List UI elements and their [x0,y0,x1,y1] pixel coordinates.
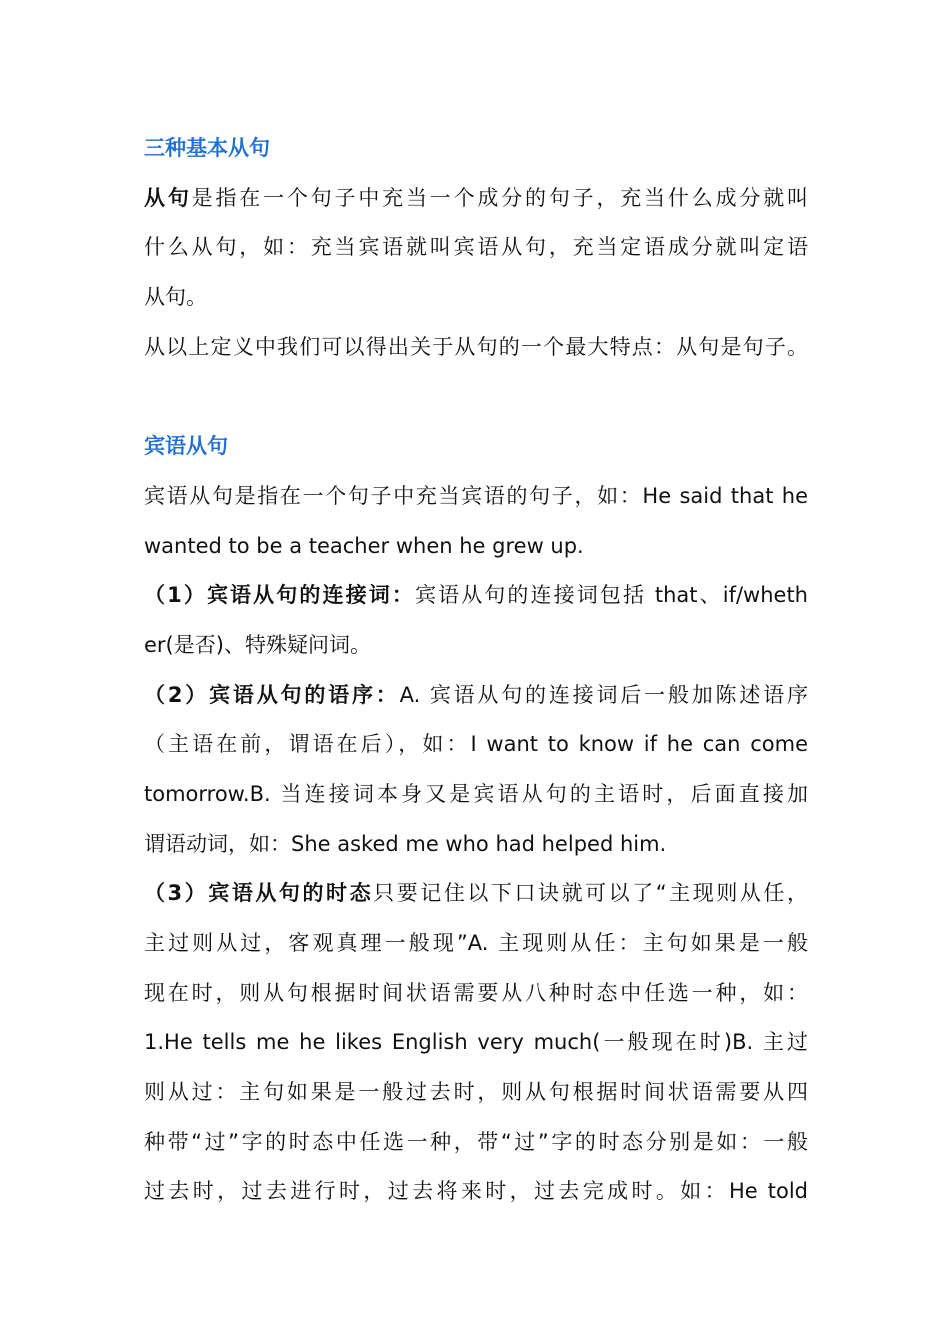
item-3-line-7: 过去时，过去进行时，过去将来时，过去完成时。如：He told [144,1179,808,1204]
heading-object-clause: 宾语从句 [144,434,228,459]
item-1-text: 宾语从句的连接词包括 that、if/wheth [414,583,808,608]
spacer [144,372,808,422]
item-2-line-3: tomorrow.B. 当连接词本身又是宾语从句的主语时，后面直接加 [144,781,808,806]
item-2-line-2: （主语在前，谓语在后），如：I want to know if he can come [144,732,808,757]
item-2-line-1 [144,671,808,721]
item-3-line-4: 1.He tells me he likes English very much(一般现在时)B. 主过 [144,1030,808,1055]
item-3-title: （3）宾语从句的时态 [144,881,374,906]
item-1-title: （1）宾语从句的连接词： [144,583,415,608]
item-2-title: （2）宾语从句的语序： [144,682,400,707]
paragraph-object-clause-line-2: wanted to be a teacher when he grew up. [144,533,584,558]
paragraph-definition-line-2: 什么从句，如：充当宾语就叫宾语从句，充当定语成分就叫定语 [144,235,808,260]
item-3-line-1 [144,869,808,919]
paragraph-definition-line-1 [144,174,808,224]
item-3-line-2: 主过则从过，客观真理一般现”A. 主现则从任：主句如果是一般 [144,931,808,955]
item-3-text: 只要记住以下口诀就可以了“主现则从任， [373,881,808,906]
item-3-line-6: 种带“过”字的时态中任选一种，带“过”字的时态分别是如：一般 [144,1129,808,1154]
paragraph-definition-line-3: 从句。 [144,285,207,310]
document-page [144,124,808,1217]
paragraph-feature: 从以上定义中我们可以得出关于从句的一个最大特点：从句是句子。 [144,334,808,359]
bold-term-clause: 从句 [144,185,192,210]
paragraph-text: 是指在一个句子中充当一个成分的句子，充当什么成分就叫 [191,185,808,210]
paragraph-object-clause-line-1: 宾语从句是指在一个句子中充当宾语的句子，如：He said that he [144,483,808,508]
item-3-line-5: 则从过：主句如果是一般过去时，则从句根据时间状语需要从四 [144,1080,808,1105]
item-1-line-1 [144,571,808,621]
item-1-line-2: er(是否)、特殊疑问词。 [144,632,371,657]
item-2-line-4: 谓语动词，如：She asked me who had helped him. [144,831,667,856]
item-2-text: A. 宾语从句的连接词后一般加陈述语序 [399,682,808,707]
heading-three-clauses: 三种基本从句 [144,136,270,160]
item-3-line-3: 现在时，则从句根据时间状语需要从八种时态中任选一种，如： [144,980,808,1005]
